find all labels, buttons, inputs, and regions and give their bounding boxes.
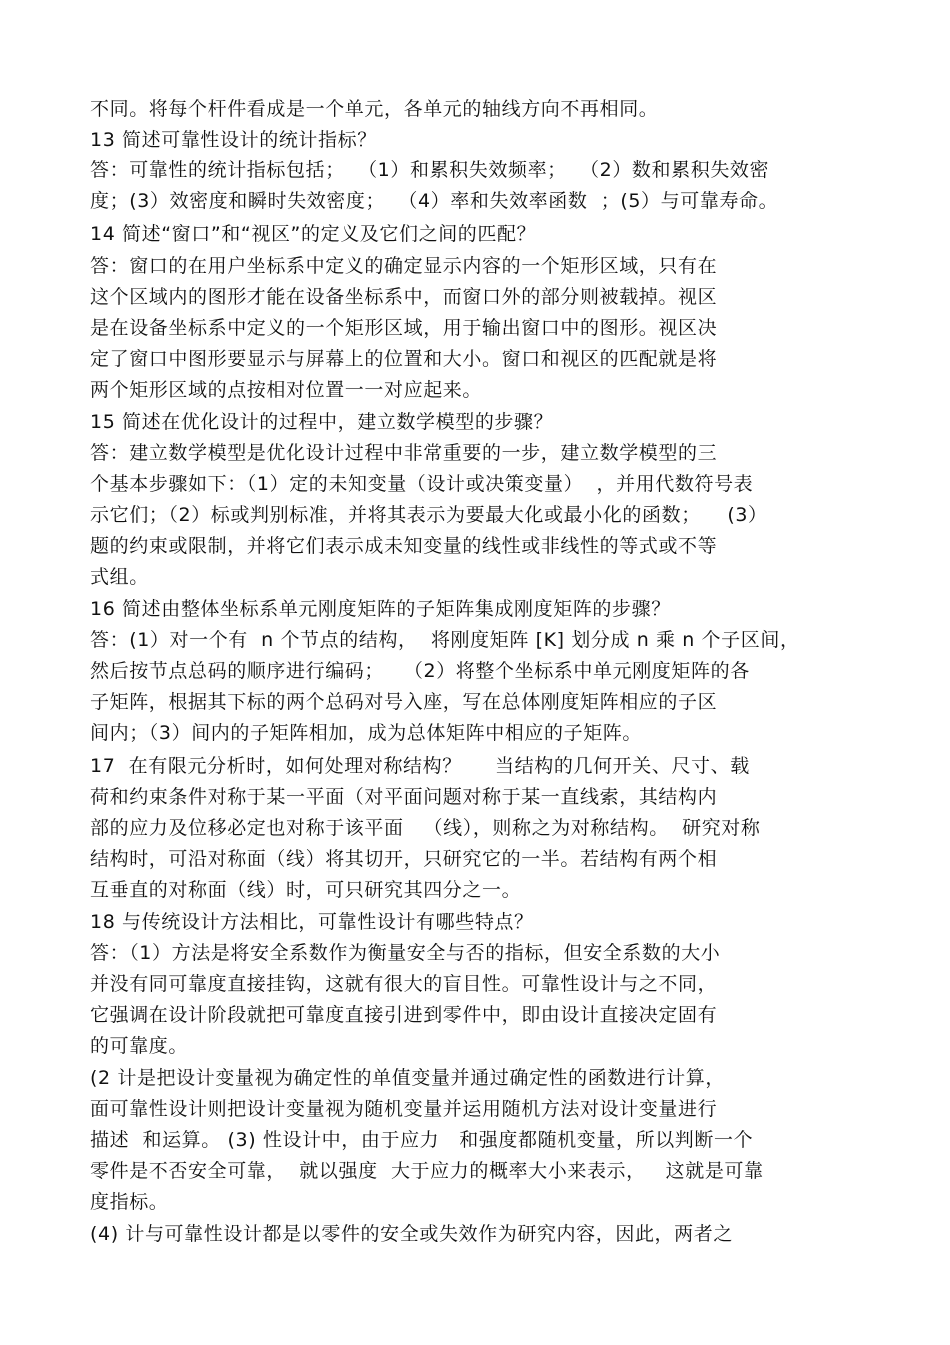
text-line: 度；(3）效密度和瞬时失效密度； （4）率和失效率函数 ；(5）与可靠寿命。 xyxy=(90,190,779,212)
text-line: 它强调在设计阶段就把可靠度直接引进到零件中，即由设计直接决定固有 xyxy=(90,1004,718,1026)
text-line: 答：（1）方法是将安全系数作为衡量安全与否的指标，但安全系数的大小 xyxy=(90,942,721,964)
text-line: 答：可靠性的统计指标包括； （1）和累积失效频率； （2）数和累积失效密 xyxy=(90,159,770,181)
text-line: 定了窗口中图形要显示与屏幕上的位置和大小。窗口和视区的匹配就是将 xyxy=(90,348,718,370)
text-line: 这个区域内的图形才能在设备坐标系中，而窗口外的部分则被载掉。视区 xyxy=(90,286,718,308)
text-line: 18 与传统设计方法相比，可靠性设计有哪些特点？ xyxy=(90,911,534,933)
text-line: 示它们；（2）标或判别标准，并将其表示为要最大化或最小化的函数； (3） xyxy=(90,504,768,526)
text-line: 荷和约束条件对称于某一平面（对平面问题对称于某一直线索，其结构内 xyxy=(90,786,718,808)
text-line: 的可靠度。 xyxy=(90,1035,189,1057)
text-line: 17 在有限元分析时，如何处理对称结构？ 当结构的几何开关、尺寸、载 xyxy=(90,755,750,777)
text-line: 15 简述在优化设计的过程中，建立数学模型的步骤？ xyxy=(90,411,554,433)
text-line: 子矩阵，根据其下标的两个总码对号入座，写在总体刚度矩阵相应的子区 xyxy=(90,691,718,713)
text-line: (4) 计与可靠性设计都是以零件的安全或失效作为研究内容，因此，两者之 xyxy=(90,1223,733,1245)
text-line: 式组。 xyxy=(90,566,149,588)
text-line: 面可靠性设计则把设计变量视为随机变量并运用随机方法对设计变量进行 xyxy=(90,1098,718,1120)
text-line: 14 简述“窗口”和“视区”的定义及它们之间的匹配？ xyxy=(90,223,537,245)
text-line: 部的应力及位移必定也对称于该平面 （线），则称之为对称结构。 研究对称 xyxy=(90,817,761,839)
text-line: 是在设备坐标系中定义的一个矩形区域，用于输出窗口中的图形。视区决 xyxy=(90,317,718,339)
text-line: 并没有同可靠度直接挂钩，这就有很大的盲目性。可靠性设计与之不同， xyxy=(90,973,718,995)
text-line: 答：窗口的在用户坐标系中定义的确定显示内容的一个矩形区域，只有在 xyxy=(90,255,718,277)
text-line: 互垂直的对称面（线）时，可只研究其四分之一。 xyxy=(90,879,522,901)
text-line: 16 简述由整体坐标系单元刚度矩阵的子矩阵集成刚度矩阵的步骤？ xyxy=(90,598,671,620)
text-line: 结构时，可沿对称面（线）将其切开，只研究它的一半。若结构有两个相 xyxy=(90,848,718,870)
text-line: 13 简述可靠性设计的统计指标？ xyxy=(90,129,377,151)
text-line: (2 计是把设计变量视为确定性的单值变量并通过确定性的函数进行计算， xyxy=(90,1067,725,1089)
text-line: 不同。将每个杆件看成是一个单元，各单元的轴线方向不再相同。 xyxy=(90,98,659,120)
text-line: 然后按节点总码的顺序进行编码； （2）将整个坐标系中单元刚度矩阵的各 xyxy=(90,660,750,682)
text-line: 间内；（3）间内的子矩阵相加，成为总体矩阵中相应的子矩阵。 xyxy=(90,722,642,744)
text-line: 度指标。 xyxy=(90,1191,169,1213)
text-line: 零件是不否安全可靠， 就以强度 大于应力的概率大小来表示， 这就是可靠 xyxy=(90,1160,764,1182)
text-line: 两个矩形区域的点按相对位置一一对应起来。 xyxy=(90,379,483,401)
text-line: 个基本步骤如下：（1）定的未知变量（设计或决策变量） ，并用代数符号表 xyxy=(90,473,754,495)
text-line: 题的约束或限制，并将它们表示成未知变量的线性或非线性的等式或不等 xyxy=(90,535,718,557)
text-line: 答：(1）对一个有 n 个节点的结构， 将刚度矩阵 [K] 划分成 n 乘 n 个子区间， xyxy=(90,629,800,651)
text-line: 描述 和运算。 (3) 性设计中，由于应力 和强度都随机变量，所以判断一个 xyxy=(90,1129,754,1151)
text-line: 答：建立数学模型是优化设计过程中非常重要的一步，建立数学模型的三 xyxy=(90,442,718,464)
